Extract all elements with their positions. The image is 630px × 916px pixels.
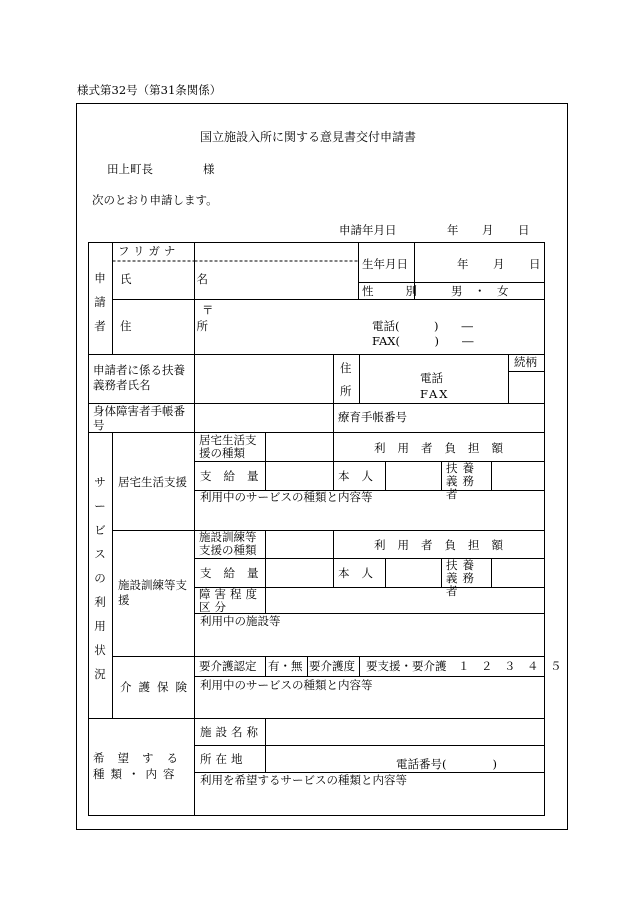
guardian-phone[interactable]: 電話 [420, 371, 443, 385]
home-support-type-label: 居宅生活支援の種類 [199, 433, 257, 460]
form-title: 国立施設入所に関する意見書交付申請書 [200, 130, 417, 144]
desired-phone[interactable]: 電話番号( ) [396, 757, 497, 771]
home-support-dependent-label: 扶養義務者 [446, 461, 479, 501]
facility-training-dependent-label: 扶養義務者 [446, 558, 479, 598]
applicant-section-label: 申 請 者 [94, 271, 106, 333]
care-level-label: 要介護度 [309, 659, 355, 673]
disability-handbook-label: 身体障害者手帳番号 [93, 404, 185, 432]
application-year[interactable]: 年 [447, 223, 459, 237]
intro-text: 次のとおり申請します。 [92, 193, 218, 207]
facility-training-self-label: 本人 [338, 566, 385, 580]
home-support-self-label: 本人 [338, 469, 385, 483]
guardian-address-char-2: 所 [340, 384, 352, 398]
certification-yes-no[interactable]: 有・無 [268, 659, 303, 673]
address-label: 住 所 [120, 319, 222, 333]
birth-month[interactable]: 月 [493, 257, 505, 271]
application-date-label: 申請年月日 [339, 223, 397, 237]
applicant-fax[interactable]: FAX( ) ― [372, 334, 474, 348]
facility-training-type-label: 施設訓練等支援の種類 [199, 530, 257, 557]
facility-training-amount-label: 支給量 [200, 566, 271, 580]
desired-label-line2: 種類・内容 [93, 767, 181, 781]
home-support-amount-label: 支給量 [200, 469, 271, 483]
facility-training-label: 施設訓練等支援 [118, 578, 187, 607]
home-support-in-use-label: 利用中のサービスの種類と内容等 [200, 490, 373, 504]
facility-name-label: 施設名称 [200, 725, 262, 739]
location-label: 所在地 [200, 752, 247, 766]
honorific: 様 [203, 162, 215, 176]
care-in-use-label: 利用中のサービスの種類と内容等 [200, 678, 373, 692]
furigana-label: フリガナ [118, 244, 180, 258]
application-month[interactable]: 月 [482, 223, 494, 237]
name-label: 氏 名 [120, 272, 222, 286]
birth-day[interactable]: 日 [529, 257, 541, 271]
addressee: 田上町長 [107, 162, 153, 176]
birthdate-label: 生年月日 [362, 257, 408, 271]
sex-label: 性 別 [362, 284, 420, 298]
facility-in-use-label: 利用中の施設等 [200, 614, 281, 628]
relation-label: 続柄 [514, 355, 537, 369]
outer-frame [77, 104, 568, 830]
guardian-name-label: 申請者に係る扶養義務者氏名 [93, 363, 185, 392]
home-support-label: 居宅生活支援 [118, 475, 187, 489]
service-usage-section-label: サ ー ビ ス の 利 用 状 況 [94, 475, 106, 681]
facility-training-burden-label: 利用者負担額 [374, 538, 515, 552]
care-level-options[interactable]: 要支援・要介護 １ ２ ３ ４ ５ [366, 659, 562, 673]
sex-options[interactable]: 男 ・ 女 [451, 284, 509, 298]
birth-year[interactable]: 年 [457, 257, 469, 271]
form-number: 様式第32号（第31条関係） [77, 83, 222, 97]
home-support-burden-label: 利用者負担額 [374, 441, 515, 455]
guardian-fax[interactable]: FAX [420, 387, 450, 401]
desired-content-label: 利用を希望するサービスの種類と内容等 [200, 773, 407, 787]
care-certification-label: 要介護認定 [199, 659, 257, 673]
applicant-phone[interactable]: 電話( ) ― [372, 319, 473, 333]
disability-level-label: 障害程度区分 [199, 587, 261, 614]
application-day[interactable]: 日 [518, 223, 530, 237]
rehab-handbook-label: 療育手帳番号 [338, 410, 407, 424]
postal-mark: 〒 [202, 303, 214, 317]
guardian-address-char-1: 住 [340, 361, 352, 375]
care-insurance-label: 介護保険 [120, 680, 194, 694]
desired-label-line1: 希望する [93, 751, 191, 765]
